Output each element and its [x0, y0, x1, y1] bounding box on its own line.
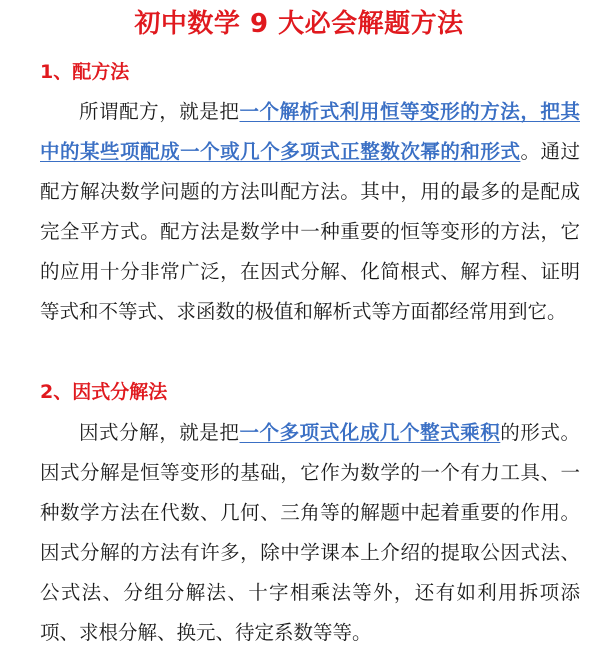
section-heading-yinshifenjie: 2、因式分解法 [40, 381, 168, 403]
section-paragraph-peifang [40, 92, 580, 332]
page-title: 初中数学 9 大必会解题方法 [134, 9, 464, 39]
section-heading-peifang: 1、配方法 [40, 61, 130, 83]
highlighted-definition: 一个解析式利用恒等变形的方法，把其中的某些项配成一个或几个多项式正整数次幂的和形式 [40, 100, 580, 163]
paragraph-text: 的形式。因式分解是恒等变形的基础，它作为数学的一个有力工具、一种数学方法在代数、几何、三角等的解题中起着重要的作用。因式分解的方法有许多，除中学课本上介绍的提取公因式法、公式法、分组分解法、十字相乘法等外，还有如利用拆项添项、求根分解、换元、待定系数等等。 [40, 421, 580, 644]
section-paragraph-yinshifenjie [40, 413, 580, 653]
paragraph-text: 。通过配方解决数学问题的方法叫配方法。其中，用的最多的是配成完全平方式。配方法是数学中一种重要的恒等变形的方法，它的应用十分非常广泛，在因式分解、化简根式、解方程、证明等式和不等式、求函数的极值和解析式等方面都经常用到它。 [40, 140, 580, 323]
paragraph-text: 因式分解，就是把 [79, 421, 240, 444]
highlighted-definition: 一个多项式化成几个整式乘积 [239, 421, 501, 444]
paragraph-text: 所谓配方，就是把 [79, 100, 240, 123]
